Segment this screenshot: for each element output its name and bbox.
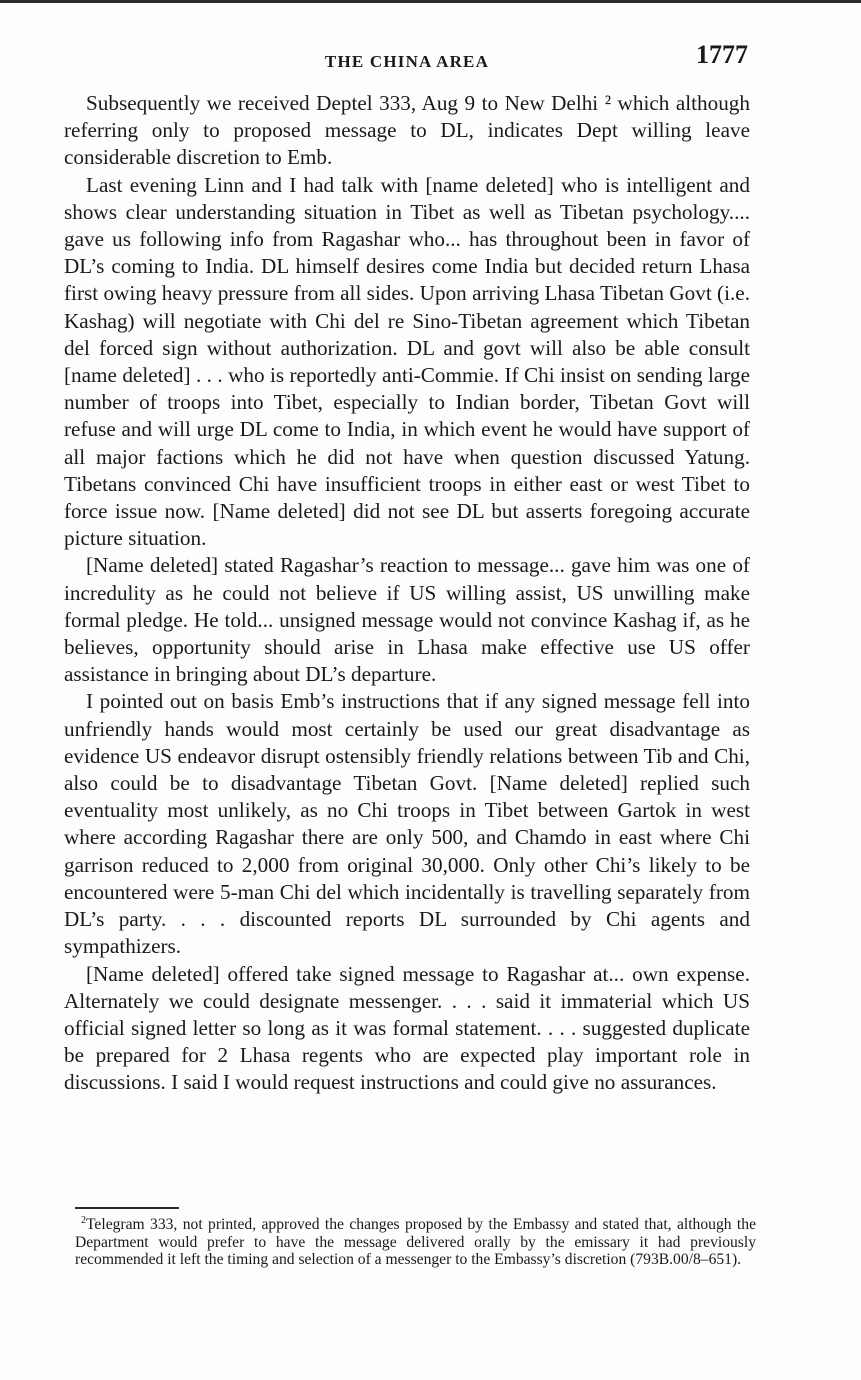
top-border-rule: [0, 0, 861, 3]
paragraph-signed-message-offer: [Name deleted] offered take signed message to Ragashar at... own expense. Alternately we could designate messenger. . . . said it immaterial which US official signed letter so long as it was formal statement. . . . suggested duplicate be prepared for 2 Lhasa regents who are expected play important role in discussions. I said I would request instructions and could give no assurances.: [64, 961, 750, 1095]
page-number: 1777: [696, 40, 748, 69]
footnote: [75, 1216, 756, 1269]
footnote-marker: 2: [81, 1214, 86, 1226]
footnote-text: Telegram 333, not printed, approved the changes proposed by the Embassy and stated that, although the Department would prefer to have the message delivered orally by the emissary it had previously recommended it left the timing and selection of a messenger to the Embassy’s discretion (793B.00/8–651).: [75, 1216, 756, 1268]
paragraph-talk-with-informant: Last evening Linn and I had talk with [name deleted] who is intelligent and shows clear understanding situation in Tibet as well as Tibetan psychology.... gave us following info from Ragashar who... has throughout been in favor of DL’s coming to India. DL himself desires come India but decided return Lhasa first owing heavy pressure from all sides. Upon arriving Lhasa Tibetan Govt (i.e. Kashag) will negotiate with Chi del re Sino-Tibetan agreement which Tibetan del forced sign without authorization. DL and govt will also be able consult [name deleted] . . . who is reportedly anti-Commie. If Chi insist on sending large number of troops into Tibet, especially to Indian border, Tibetan Govt will refuse and will urge DL come to India, in which event he would have support of all major factions which he did not have when question discussed Yatung. Tibetans convinced Chi have insufficient troops in either east or west Tibet to force issue now. [Name deleted] did not see DL but asserts foregoing accurate picture situation.: [64, 172, 750, 551]
footnote-rule: [75, 1207, 179, 1209]
paragraph-ragashar-reaction: [Name deleted] stated Ragashar’s reaction to message... gave him was one of incredulity as he could not believe if US willing assist, US unwilling make formal pledge. He told... unsigned message would not convince Kashag if, as he believes, opportunity should arise in Lhasa make effective use US offer assistance in bringing about DL’s departure.: [64, 553, 750, 687]
body-text: [64, 90, 750, 1097]
page-header: [64, 40, 750, 74]
paragraph-deptel-333: Subsequently we received Deptel 333, Aug 9 to New Delhi ² which although referring only to proposed message to DL, indicates Dept willing leave considerable discretion to Emb.: [64, 91, 750, 170]
running-head: THE CHINA AREA: [324, 52, 490, 71]
paragraph-emb-instructions: I pointed out on basis Emb’s instructions that if any signed message fell into unfriendly hands would most certainly be used our great disadvantage as evidence US endeavor disrupt ostensibly friendly relations between Tib and Chi, also could be to disadvantage Tibetan Govt. [Name deleted] replied such eventuality most unlikely, as no Chi troops in Tibet between Gartok in west where according Ragashar there are only 500, and Chamdo in east where Chi garrison reduced to 2,000 from original 30,000. Only other Chi’s likely to be encountered were 5-man Chi del which incidentally is travelling separately from DL’s party. . . . discounted reports DL surrounded by Chi agents and sympathizers.: [64, 689, 750, 959]
